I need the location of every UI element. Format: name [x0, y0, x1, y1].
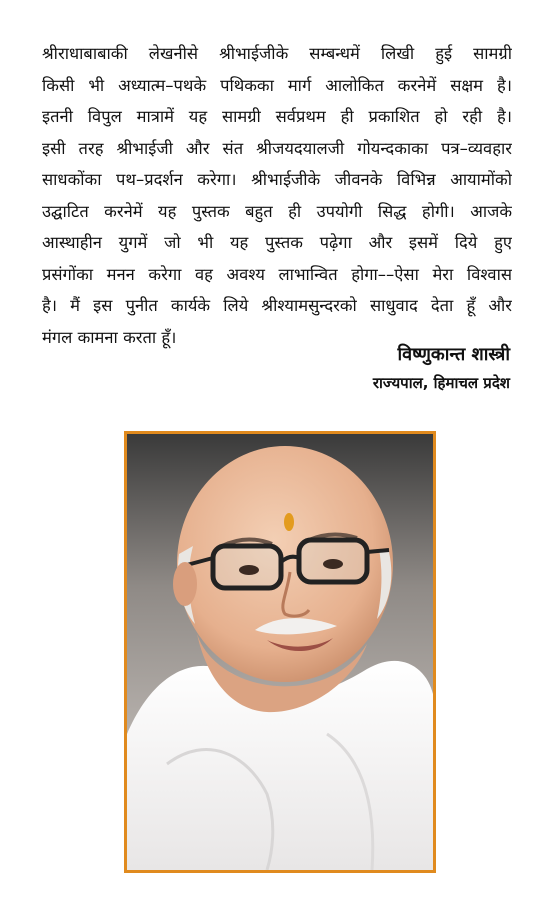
portrait-illustration: [127, 434, 433, 870]
body-line: है। मैं इस पुनीत कार्यके लिये श्रीश्यामसुन्दरको साधुवाद देता हूँ और: [42, 296, 512, 315]
portrait-photo: [124, 431, 436, 873]
body-line: आस्थाहीन युगमें जो भी यह पुस्तक पढ़ेगा और इसमें दिये हुए: [42, 233, 512, 252]
signature-name: विष्णुकान्त शास्त्री: [397, 344, 510, 365]
body-text: [42, 38, 512, 353]
body-line: किसी भी अध्यात्म–पथके पथिकका मार्ग आलोकित करनेमें सक्षम है।: [42, 75, 512, 95]
body-line: साधकोंका पथ–प्रदर्शन करेगा। श्रीभाईजीके जीवनके विभिन्न आयामोंको: [42, 170, 512, 189]
body-line-last: मंगल कामना करता हूँ।: [42, 327, 177, 347]
body-line: प्रसंगोंका मनन करेगा वह अवश्य लाभान्वित होगा––ऐसा मेरा विश्वास: [42, 264, 512, 284]
signature-block: [373, 340, 510, 396]
body-line: श्रीराधाबाबाकी लेखनीसे श्रीभाईजीके सम्बन्धमें लिखी हुई सामग्री: [42, 44, 512, 63]
body-line: इसी तरह श्रीभाईजी और संत श्रीजयदयालजी गोयन्दकाका पत्र–व्यवहार: [42, 138, 512, 158]
signature-title: राज्यपाल, हिमाचल प्रदेश: [372, 374, 510, 392]
body-line: इतनी विपुल मात्रामें यह सामग्री सर्वप्रथम ही प्रकाशित हो रही है।: [42, 107, 512, 126]
body-line: उद्घाटित करनेमें यह पुस्तक बहुत ही उपयोगी सिद्ध होगी। आजके: [42, 201, 512, 221]
